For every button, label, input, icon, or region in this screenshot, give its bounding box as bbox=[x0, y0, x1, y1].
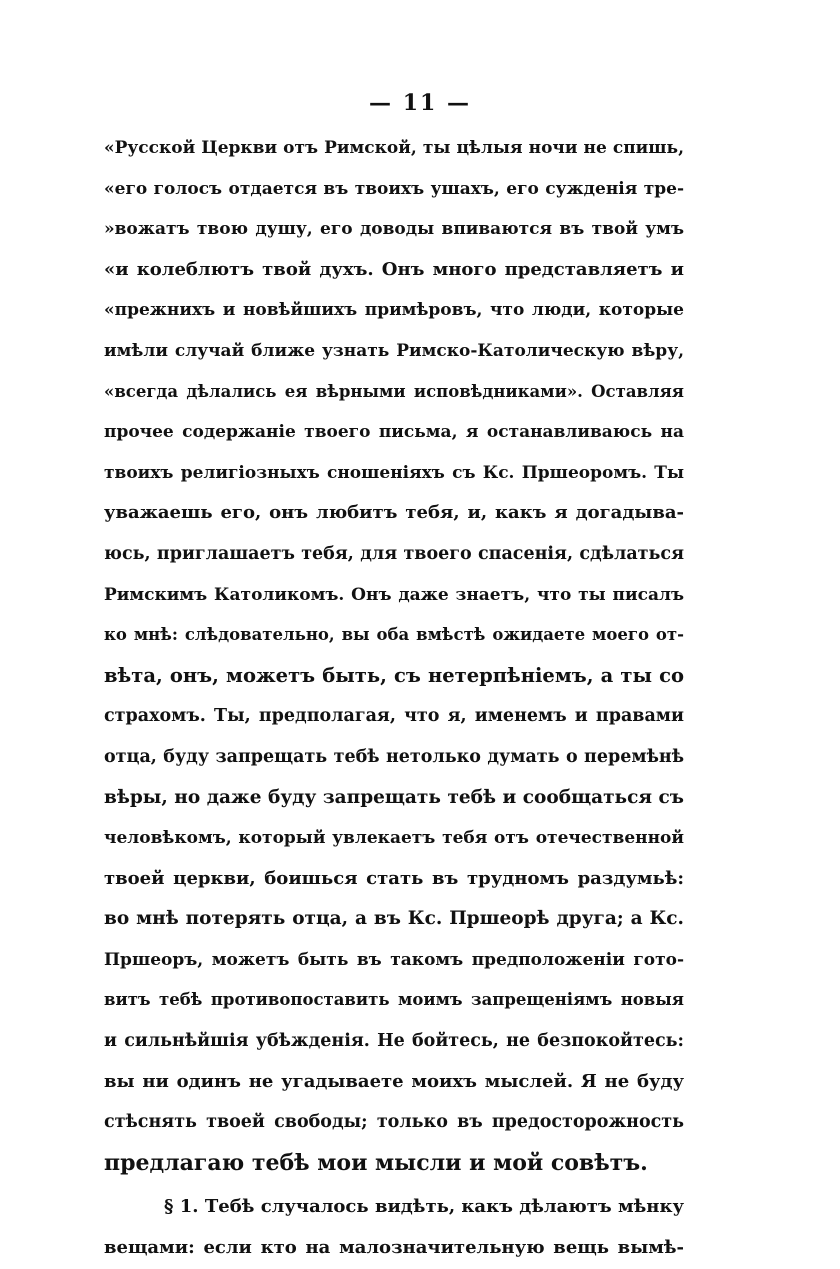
text-line: ко мнѣ: слѣдовательно, вы оба вмѣстѣ ожидаете моего от- bbox=[104, 625, 684, 645]
text-line: твоей церкви, боишься стать въ трудномъ раздумьѣ: bbox=[104, 867, 684, 889]
text-line: «и колеблютъ твой духъ. Онъ много представляетъ и bbox=[104, 258, 684, 280]
page-number: — 11 — bbox=[369, 90, 471, 116]
text-line: страхомъ. Ты, предполагая, что я, именемъ и правами bbox=[104, 706, 684, 727]
text-line: § 1. Тебѣ случалось видѣть, какъ дѣлаютъ мѣнку bbox=[164, 1196, 684, 1218]
text-line: «всегда дѣлались ея вѣрными исповѣдниками». Оставляя bbox=[104, 381, 684, 401]
text-line: вы ни одинъ не угадываете моихъ мыслей. Я не буду bbox=[104, 1070, 684, 1092]
text-line: «прежнихъ и новѣйшихъ примѣровъ, что люди, которые bbox=[104, 300, 684, 321]
body-text bbox=[104, 128, 684, 1269]
text-line: вещами: если кто на малозначительную вещь вымѣ- bbox=[104, 1237, 684, 1259]
text-line: предлагаю тебѣ мои мысли и мой совѣтъ. bbox=[104, 1149, 648, 1176]
text-line: и сильнѣйшія убѣжденія. Не бойтесь, не безпокойтесь: bbox=[104, 1031, 684, 1052]
text-line: Римскимъ Католикомъ. Онъ даже знаетъ, что ты писалъ bbox=[104, 584, 684, 605]
text-line: вѣры, но даже буду запрещать тебѣ и сообщаться съ bbox=[104, 786, 684, 808]
text-line: юсь, приглашаетъ тебя, для твоего спасенія, сдѣлаться bbox=[104, 543, 684, 564]
text-line: витъ тебѣ противопоставить моимъ запрещеніямъ новыя bbox=[104, 990, 684, 1010]
text-line: твоихъ религіозныхъ сношеніяхъ съ Кс. Пршеоромъ. Ты bbox=[104, 462, 684, 483]
text-line: стѣснять твоей свободы; только въ предосторожность bbox=[104, 1112, 684, 1133]
text-line: «его голосъ отдается въ твоихъ ушахъ, его сужденія тре- bbox=[104, 178, 684, 199]
text-line: прочее содержаніе твоего письма, я останавливаюсь на bbox=[104, 422, 684, 443]
text-line: человѣкомъ, который увлекаетъ тебя отъ отечественной bbox=[104, 828, 684, 849]
text-line: «Русской Церкви отъ Римской, ты цѣлыя ночи не спишь, bbox=[104, 138, 684, 158]
text-line: во мнѣ потерять отца, а въ Кс. Пршеорѣ друга; а Кс. bbox=[104, 908, 684, 930]
text-line: уважаешь его, онъ любитъ тебя, и, какъ я догадыва- bbox=[104, 502, 684, 524]
text-line: имѣли случай ближе узнать Римско-Католическую вѣру, bbox=[104, 340, 684, 361]
text-line: »вожатъ твою душу, его доводы впиваются въ твой умъ bbox=[104, 219, 684, 240]
text-line: Пршеоръ, можетъ быть въ такомъ предположеніи гото- bbox=[104, 949, 684, 970]
text-line: вѣта, онъ, можетъ быть, съ нетерпѣніемъ, а ты со bbox=[104, 663, 684, 687]
text-line: отца, буду запрещать тебѣ нетолько думать о перемѣнѣ bbox=[104, 746, 684, 767]
